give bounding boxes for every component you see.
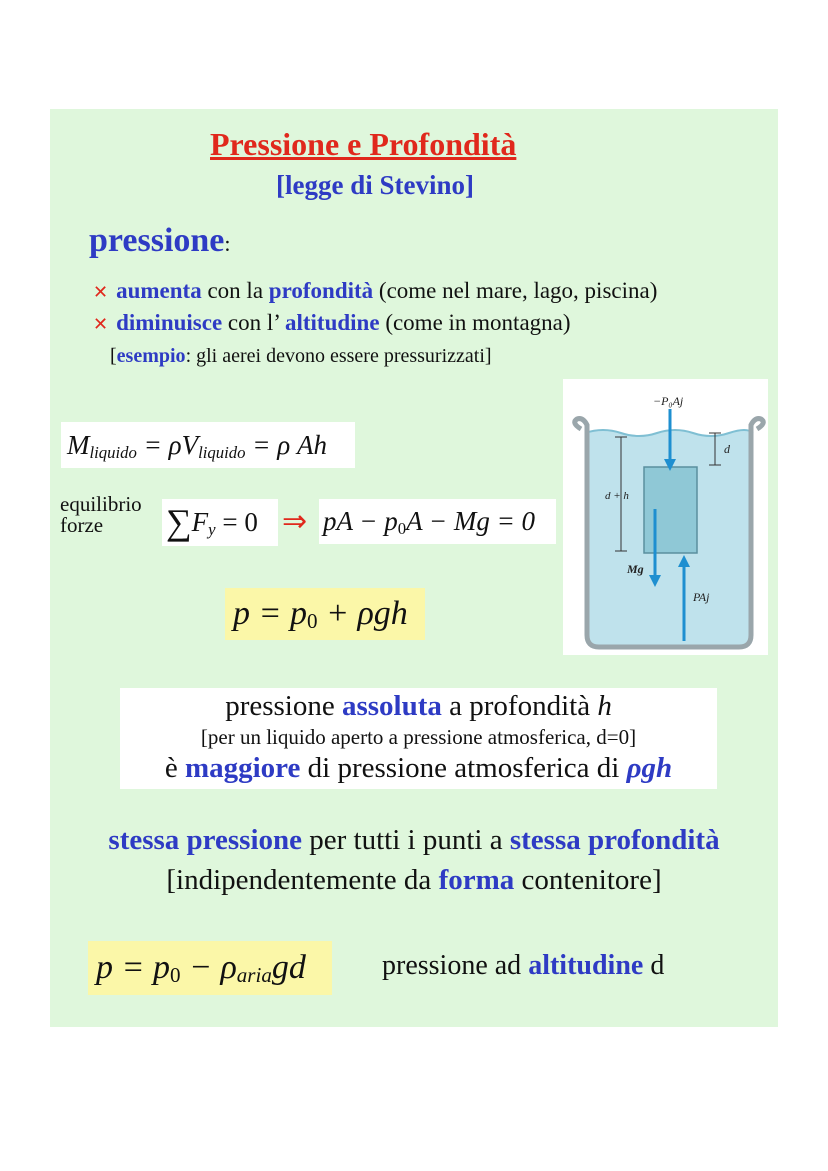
bullet-text-2: (come nel mare, lago, piscina) (373, 278, 658, 303)
bullet-text-1: con la (201, 278, 269, 303)
d-label: d (724, 442, 730, 456)
force-balance-formula: pA − $p_0A - Mg = 0$ (319, 499, 556, 544)
bullet-bold-1: diminuisce (116, 310, 223, 335)
altitude-label: pressione ad altitudine d (382, 950, 665, 981)
bottom-force-label: PAj (693, 590, 710, 604)
cross-icon: ✕ (93, 282, 109, 303)
section-colon: : (224, 231, 231, 256)
stevino-formula: $p = p_0 + \rho gh$ (225, 588, 425, 640)
bullet-decrease (93, 310, 571, 336)
weight-label: Mg (627, 562, 644, 576)
section-word: pressione (89, 222, 225, 259)
bullet-bold-2: profondità (268, 278, 374, 303)
top-force-label: −P₀Aj (653, 394, 684, 408)
independent-line: [indipendentemente da forma contenitore] (166, 864, 662, 896)
altitude-formula: $p = p_0 - \rho_{aria}gd$ (88, 941, 332, 995)
absolute-pressure-box (120, 688, 717, 789)
example-open: [ (110, 345, 117, 367)
statement-line-1: pressione assoluta a profondità h (225, 690, 612, 722)
dh-label: d + h (605, 490, 629, 502)
implies-arrow: ⇒ (282, 504, 308, 539)
example-bold: esempio (116, 345, 186, 367)
same-pressure-line: stessa pressione per tutti i punti a stessa profondità (108, 824, 720, 856)
example-note (110, 345, 492, 368)
beaker-diagram (563, 379, 768, 655)
beaker-svg (563, 379, 768, 655)
page-subtitle: [legge di Stevino] (276, 170, 474, 200)
statement-line-3: è maggiore di pressione atmosferica di ρgh (164, 752, 673, 784)
statement-line-2: [per un liquido aperto a pressione atmosferica, d=0] (200, 725, 637, 749)
page-title: Pressione e Profondità (210, 126, 517, 162)
bullet-text-1: con l’ (222, 310, 285, 335)
equilibrium-label: equilibrio forze (60, 492, 142, 537)
immersed-block (644, 467, 697, 553)
bullet-bold-2: altitudine (284, 310, 380, 335)
section-heading (89, 222, 231, 260)
cross-icon: ✕ (93, 314, 109, 335)
bullet-increase (93, 278, 657, 304)
example-rest: : gli aerei devono essere pressurizzati] (185, 345, 492, 367)
bullet-text-2: (come in montagna) (379, 310, 571, 335)
mass-formula: $M_{liquido} = \rho V_{liquido} = \rho$ Ah (61, 422, 355, 468)
bullet-bold-1: aumenta (116, 278, 202, 303)
sum-forces-formula: $\sum F_y = 0$ (162, 499, 278, 546)
